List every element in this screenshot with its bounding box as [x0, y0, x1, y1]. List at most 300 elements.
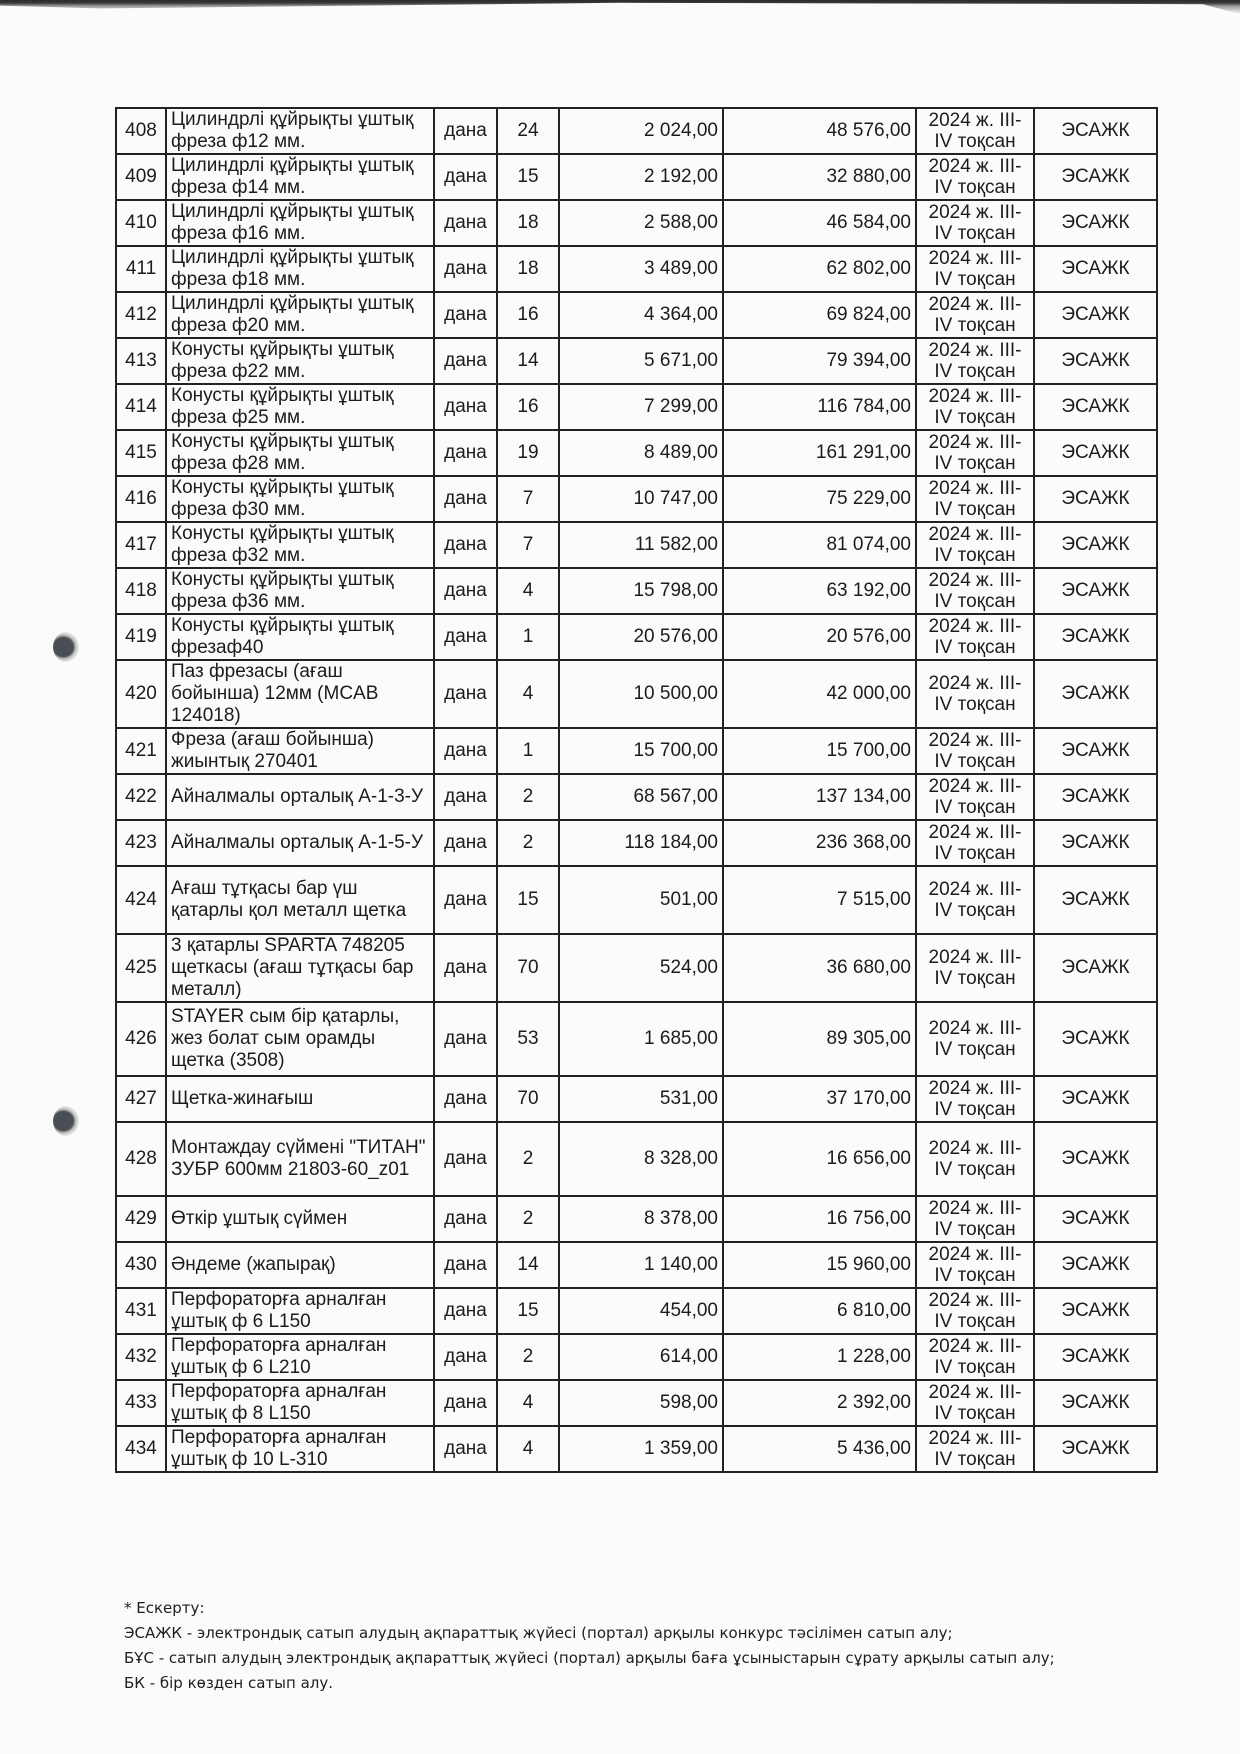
delivery-period [916, 246, 1034, 292]
unit-price: 5 671,00 [559, 338, 723, 384]
unit-of-measure: дана [434, 1242, 497, 1288]
delivery-period-line: IV тоқсан [934, 843, 1016, 864]
unit-of-measure: дана [434, 1426, 497, 1472]
delivery-period [916, 292, 1034, 338]
item-name: Конусты құйрықты ұштық фреза ф25 мм. [166, 384, 434, 430]
total-amount: 42 000,00 [723, 660, 916, 728]
unit-of-measure: дана [434, 1002, 497, 1076]
quantity: 70 [497, 1076, 559, 1122]
row-number: 410 [116, 200, 166, 246]
delivery-period-line: IV тоқсан [934, 1039, 1016, 1060]
unit-price: 614,00 [559, 1334, 723, 1380]
table-row [116, 338, 1157, 384]
quantity: 4 [497, 660, 559, 728]
row-number: 409 [116, 154, 166, 200]
table-row [116, 1002, 1157, 1076]
unit-price: 15 798,00 [559, 568, 723, 614]
quantity: 18 [497, 200, 559, 246]
item-name: Айналмалы орталық А-1-5-У [166, 820, 434, 866]
delivery-period-line: 2024 ж. III- [928, 1428, 1022, 1449]
quantity: 4 [497, 568, 559, 614]
delivery-period-line: 2024 ж. III- [928, 1078, 1022, 1099]
unit-price: 15 700,00 [559, 728, 723, 774]
unit-price: 20 576,00 [559, 614, 723, 660]
row-number: 415 [116, 430, 166, 476]
row-number: 420 [116, 660, 166, 728]
procurement-items-table [115, 107, 1158, 1473]
unit-price: 8 489,00 [559, 430, 723, 476]
delivery-period-line: IV тоқсан [934, 545, 1016, 566]
total-amount: 63 192,00 [723, 568, 916, 614]
item-name: Паз фрезасы (ағаш бойынша) 12мм (MCAB 124018) [166, 660, 434, 728]
quantity: 15 [497, 154, 559, 200]
delivery-period-line: 2024 ж. III- [928, 156, 1022, 177]
delivery-period [916, 660, 1034, 728]
delivery-period-line: 2024 ж. III- [928, 947, 1022, 968]
procurement-method: ЭСАЖК [1034, 866, 1157, 934]
delivery-period-line: IV тоқсан [934, 1265, 1016, 1286]
unit-price: 501,00 [559, 866, 723, 934]
delivery-period-line: IV тоқсан [934, 637, 1016, 658]
total-amount: 48 576,00 [723, 108, 916, 154]
item-name: Конусты құйрықты ұштық фреза ф36 мм. [166, 568, 434, 614]
unit-price: 118 184,00 [559, 820, 723, 866]
delivery-period-line: IV тоқсан [934, 453, 1016, 474]
item-name: Цилиндрлі құйрықты ұштық фреза ф16 мм. [166, 200, 434, 246]
quantity: 53 [497, 1002, 559, 1076]
row-number: 422 [116, 774, 166, 820]
item-name: Конусты құйрықты ұштық фрезаф40 [166, 614, 434, 660]
item-name: Ағаш тұтқасы бар үш қатарлы қол металл щетка [166, 866, 434, 934]
total-amount: 161 291,00 [723, 430, 916, 476]
quantity: 2 [497, 820, 559, 866]
procurement-method: ЭСАЖК [1034, 108, 1157, 154]
procurement-method: ЭСАЖК [1034, 1002, 1157, 1076]
total-amount: 37 170,00 [723, 1076, 916, 1122]
quantity: 18 [497, 246, 559, 292]
delivery-period-line: IV тоқсан [934, 591, 1016, 612]
quantity: 14 [497, 1242, 559, 1288]
procurement-method: ЭСАЖК [1034, 774, 1157, 820]
delivery-period-line: IV тоқсан [934, 797, 1016, 818]
delivery-period-line: IV тоқсан [934, 223, 1016, 244]
item-name: Цилиндрлі құйрықты ұштық фреза ф20 мм. [166, 292, 434, 338]
total-amount: 20 576,00 [723, 614, 916, 660]
footnote-title: * Ескерту: [124, 1599, 205, 1617]
item-name: 3 қатарлы SPARTA 748205 щеткасы (ағаш тұтқасы бар металл) [166, 934, 434, 1002]
unit-price: 7 299,00 [559, 384, 723, 430]
total-amount: 75 229,00 [723, 476, 916, 522]
total-amount: 89 305,00 [723, 1002, 916, 1076]
row-number: 431 [116, 1288, 166, 1334]
delivery-period-line: IV тоқсан [934, 751, 1016, 772]
total-amount: 81 074,00 [723, 522, 916, 568]
procurement-method: ЭСАЖК [1034, 154, 1157, 200]
table-row [116, 1196, 1157, 1242]
unit-price: 1 359,00 [559, 1426, 723, 1472]
row-number: 417 [116, 522, 166, 568]
table-row [116, 476, 1157, 522]
item-name: Перфораторға арналған ұштық ф 6 L210 [166, 1334, 434, 1380]
quantity: 2 [497, 1334, 559, 1380]
delivery-period [916, 430, 1034, 476]
delivery-period [916, 154, 1034, 200]
delivery-period-line: 2024 ж. III- [928, 248, 1022, 269]
row-number: 412 [116, 292, 166, 338]
table-row [116, 154, 1157, 200]
unit-of-measure: дана [434, 866, 497, 934]
quantity: 16 [497, 384, 559, 430]
delivery-period [916, 774, 1034, 820]
delivery-period-line: 2024 ж. III- [928, 570, 1022, 591]
delivery-period-line: 2024 ж. III- [928, 616, 1022, 637]
table-row [116, 522, 1157, 568]
row-number: 425 [116, 934, 166, 1002]
table-row [116, 934, 1157, 1002]
delivery-period-line: 2024 ж. III- [928, 1018, 1022, 1039]
item-name: Цилиндрлі құйрықты ұштық фреза ф18 мм. [166, 246, 434, 292]
delivery-period [916, 934, 1034, 1002]
delivery-period-line: IV тоқсан [934, 1099, 1016, 1120]
unit-of-measure: дана [434, 1196, 497, 1242]
unit-price: 3 489,00 [559, 246, 723, 292]
delivery-period-line: IV тоқсан [934, 131, 1016, 152]
unit-of-measure: дана [434, 338, 497, 384]
item-name: Айналмалы орталық А-1-3-У [166, 774, 434, 820]
table-row [116, 1380, 1157, 1426]
unit-price: 4 364,00 [559, 292, 723, 338]
unit-of-measure: дана [434, 728, 497, 774]
delivery-period [916, 1380, 1034, 1426]
total-amount: 15 700,00 [723, 728, 916, 774]
footnote-line-esazhk: ЭСАЖК - электрондық сатып алудың ақпараттық жүйесі (портал) арқылы конкурс тәсілімен сатып алу; [124, 1624, 953, 1642]
delivery-period-line: IV тоқсан [934, 361, 1016, 382]
procurement-method: ЭСАЖК [1034, 522, 1157, 568]
delivery-period-line: IV тоқсан [934, 968, 1016, 989]
item-name: Монтаждау сүймені "ТИТАН" ЗУБР 600мм 21803-60_z01 [166, 1122, 434, 1196]
quantity: 1 [497, 728, 559, 774]
delivery-period-line: 2024 ж. III- [928, 673, 1022, 694]
row-number: 416 [116, 476, 166, 522]
unit-price: 2 588,00 [559, 200, 723, 246]
row-number: 421 [116, 728, 166, 774]
unit-of-measure: дана [434, 934, 497, 1002]
unit-price: 10 747,00 [559, 476, 723, 522]
delivery-period-line: IV тоқсан [934, 1449, 1016, 1470]
unit-of-measure: дана [434, 200, 497, 246]
procurement-method: ЭСАЖК [1034, 338, 1157, 384]
row-number: 424 [116, 866, 166, 934]
total-amount: 69 824,00 [723, 292, 916, 338]
row-number: 413 [116, 338, 166, 384]
unit-of-measure: дана [434, 154, 497, 200]
total-amount: 15 960,00 [723, 1242, 916, 1288]
unit-price: 454,00 [559, 1288, 723, 1334]
footnote-line-bk: БК - бір көзден сатып алу. [124, 1674, 334, 1692]
delivery-period-line: 2024 ж. III- [928, 432, 1022, 453]
procurement-method: ЭСАЖК [1034, 820, 1157, 866]
quantity: 4 [497, 1426, 559, 1472]
procurement-method: ЭСАЖК [1034, 1426, 1157, 1472]
quantity: 7 [497, 476, 559, 522]
unit-price: 2 024,00 [559, 108, 723, 154]
delivery-period-line: 2024 ж. III- [928, 1290, 1022, 1311]
procurement-method: ЭСАЖК [1034, 1196, 1157, 1242]
delivery-period-line: IV тоқсан [934, 499, 1016, 520]
item-name: Цилиндрлі құйрықты ұштық фреза ф12 мм. [166, 108, 434, 154]
procurement-method: ЭСАЖК [1034, 384, 1157, 430]
table-row [116, 1076, 1157, 1122]
table-row [116, 614, 1157, 660]
delivery-period-line: 2024 ж. III- [928, 524, 1022, 545]
footnote [124, 1596, 1055, 1696]
quantity: 4 [497, 1380, 559, 1426]
total-amount: 79 394,00 [723, 338, 916, 384]
procurement-method: ЭСАЖК [1034, 614, 1157, 660]
delivery-period [916, 200, 1034, 246]
table-row [116, 1288, 1157, 1334]
item-name: Фреза (ағаш бойынша) жиынтық 270401 [166, 728, 434, 774]
table-row [116, 108, 1157, 154]
delivery-period-line: 2024 ж. III- [928, 1198, 1022, 1219]
total-amount: 16 756,00 [723, 1196, 916, 1242]
delivery-period [916, 1426, 1034, 1472]
item-name: Әндеме (жапырақ) [166, 1242, 434, 1288]
unit-of-measure: дана [434, 476, 497, 522]
unit-price: 524,00 [559, 934, 723, 1002]
item-name: Щетка-жинағыш [166, 1076, 434, 1122]
row-number: 419 [116, 614, 166, 660]
delivery-period-line: 2024 ж. III- [928, 340, 1022, 361]
delivery-period [916, 108, 1034, 154]
table-row [116, 200, 1157, 246]
procurement-method: ЭСАЖК [1034, 934, 1157, 1002]
unit-of-measure: дана [434, 384, 497, 430]
footnote-line-bus: БҰС - сатып алудың электрондық ақпараттық жүйесі (портал) арқылы баға ұсыныстарын сұрату арқылы сатып алу; [124, 1649, 1055, 1667]
unit-price: 1 140,00 [559, 1242, 723, 1288]
delivery-period-line: 2024 ж. III- [928, 1336, 1022, 1357]
hole-punch-mark [53, 632, 79, 662]
delivery-period-line: IV тоқсан [934, 1159, 1016, 1180]
unit-of-measure: дана [434, 246, 497, 292]
delivery-period-line: 2024 ж. III- [928, 110, 1022, 131]
delivery-period [916, 384, 1034, 430]
procurement-method: ЭСАЖК [1034, 1380, 1157, 1426]
quantity: 14 [497, 338, 559, 384]
unit-of-measure: дана [434, 1076, 497, 1122]
delivery-period-line: 2024 ж. III- [928, 879, 1022, 900]
item-name: Перфораторға арналған ұштық ф 8 L150 [166, 1380, 434, 1426]
procurement-method: ЭСАЖК [1034, 476, 1157, 522]
delivery-period-line: IV тоқсан [934, 1403, 1016, 1424]
delivery-period [916, 1196, 1034, 1242]
quantity: 2 [497, 1122, 559, 1196]
unit-price: 11 582,00 [559, 522, 723, 568]
procurement-method: ЭСАЖК [1034, 1122, 1157, 1196]
total-amount: 46 584,00 [723, 200, 916, 246]
row-number: 430 [116, 1242, 166, 1288]
unit-price: 8 328,00 [559, 1122, 723, 1196]
delivery-period-line: 2024 ж. III- [928, 1138, 1022, 1159]
table-row [116, 430, 1157, 476]
procurement-method: ЭСАЖК [1034, 1242, 1157, 1288]
row-number: 429 [116, 1196, 166, 1242]
unit-price: 2 192,00 [559, 154, 723, 200]
procurement-method: ЭСАЖК [1034, 292, 1157, 338]
delivery-period-line: 2024 ж. III- [928, 730, 1022, 751]
procurement-method: ЭСАЖК [1034, 246, 1157, 292]
delivery-period [916, 1076, 1034, 1122]
unit-price: 1 685,00 [559, 1002, 723, 1076]
row-number: 432 [116, 1334, 166, 1380]
total-amount: 236 368,00 [723, 820, 916, 866]
delivery-period-line: IV тоқсан [934, 694, 1016, 715]
unit-of-measure: дана [434, 774, 497, 820]
unit-price: 598,00 [559, 1380, 723, 1426]
delivery-period-line: IV тоқсан [934, 1357, 1016, 1378]
delivery-period-line: IV тоқсан [934, 1219, 1016, 1240]
row-number: 411 [116, 246, 166, 292]
item-name: Конусты құйрықты ұштық фреза ф22 мм. [166, 338, 434, 384]
row-number: 426 [116, 1002, 166, 1076]
table-body [116, 108, 1157, 1472]
quantity: 1 [497, 614, 559, 660]
delivery-period-line: IV тоқсан [934, 900, 1016, 921]
quantity: 2 [497, 1196, 559, 1242]
delivery-period [916, 1334, 1034, 1380]
scan-edge-shadow [0, 0, 1240, 14]
table-row [116, 660, 1157, 728]
unit-of-measure: дана [434, 1334, 497, 1380]
hole-punch-mark [53, 1106, 79, 1136]
table-row [116, 1242, 1157, 1288]
quantity: 16 [497, 292, 559, 338]
unit-of-measure: дана [434, 1288, 497, 1334]
unit-price: 8 378,00 [559, 1196, 723, 1242]
unit-of-measure: дана [434, 108, 497, 154]
unit-of-measure: дана [434, 820, 497, 866]
unit-of-measure: дана [434, 1380, 497, 1426]
table-row [116, 568, 1157, 614]
item-name: Конусты құйрықты ұштық фреза ф28 мм. [166, 430, 434, 476]
delivery-period [916, 522, 1034, 568]
table-row [116, 1334, 1157, 1380]
table-row [116, 292, 1157, 338]
delivery-period [916, 1288, 1034, 1334]
item-name: Перфораторға арналған ұштық ф 6 L150 [166, 1288, 434, 1334]
unit-of-measure: дана [434, 292, 497, 338]
row-number: 427 [116, 1076, 166, 1122]
delivery-period [916, 338, 1034, 384]
row-number: 418 [116, 568, 166, 614]
table-row [116, 1426, 1157, 1472]
delivery-period [916, 476, 1034, 522]
unit-price: 10 500,00 [559, 660, 723, 728]
total-amount: 5 436,00 [723, 1426, 916, 1472]
delivery-period-line: 2024 ж. III- [928, 478, 1022, 499]
unit-of-measure: дана [434, 614, 497, 660]
delivery-period-line: 2024 ж. III- [928, 1244, 1022, 1265]
quantity: 70 [497, 934, 559, 1002]
procurement-method: ЭСАЖК [1034, 1076, 1157, 1122]
total-amount: 62 802,00 [723, 246, 916, 292]
procurement-method: ЭСАЖК [1034, 430, 1157, 476]
quantity: 2 [497, 774, 559, 820]
procurement-method: ЭСАЖК [1034, 1334, 1157, 1380]
quantity: 15 [497, 1288, 559, 1334]
row-number: 414 [116, 384, 166, 430]
unit-price: 68 567,00 [559, 774, 723, 820]
total-amount: 16 656,00 [723, 1122, 916, 1196]
total-amount: 7 515,00 [723, 866, 916, 934]
unit-of-measure: дана [434, 568, 497, 614]
delivery-period [916, 1002, 1034, 1076]
delivery-period-line: 2024 ж. III- [928, 202, 1022, 223]
item-name: Өткір ұштық сүймен [166, 1196, 434, 1242]
unit-of-measure: дана [434, 522, 497, 568]
table-row [116, 246, 1157, 292]
delivery-period [916, 866, 1034, 934]
table-row [116, 820, 1157, 866]
delivery-period [916, 1122, 1034, 1196]
quantity: 7 [497, 522, 559, 568]
total-amount: 1 228,00 [723, 1334, 916, 1380]
row-number: 408 [116, 108, 166, 154]
row-number: 434 [116, 1426, 166, 1472]
unit-of-measure: дана [434, 660, 497, 728]
total-amount: 32 880,00 [723, 154, 916, 200]
delivery-period-line: 2024 ж. III- [928, 1382, 1022, 1403]
row-number: 428 [116, 1122, 166, 1196]
table-row [116, 384, 1157, 430]
unit-of-measure: дана [434, 430, 497, 476]
total-amount: 36 680,00 [723, 934, 916, 1002]
delivery-period-line: IV тоқсан [934, 407, 1016, 428]
total-amount: 2 392,00 [723, 1380, 916, 1426]
table-row [116, 1122, 1157, 1196]
item-name: Цилиндрлі құйрықты ұштық фреза ф14 мм. [166, 154, 434, 200]
delivery-period [916, 568, 1034, 614]
procurement-method: ЭСАЖК [1034, 1288, 1157, 1334]
total-amount: 6 810,00 [723, 1288, 916, 1334]
delivery-period-line: IV тоқсан [934, 269, 1016, 290]
quantity: 24 [497, 108, 559, 154]
total-amount: 137 134,00 [723, 774, 916, 820]
table-row [116, 866, 1157, 934]
delivery-period-line: IV тоқсан [934, 1311, 1016, 1332]
delivery-period [916, 820, 1034, 866]
total-amount: 116 784,00 [723, 384, 916, 430]
delivery-period-line: 2024 ж. III- [928, 294, 1022, 315]
delivery-period-line: 2024 ж. III- [928, 822, 1022, 843]
delivery-period [916, 728, 1034, 774]
unit-of-measure: дана [434, 1122, 497, 1196]
delivery-period-line: 2024 ж. III- [928, 776, 1022, 797]
row-number: 423 [116, 820, 166, 866]
procurement-method: ЭСАЖК [1034, 200, 1157, 246]
procurement-method: ЭСАЖК [1034, 568, 1157, 614]
quantity: 15 [497, 866, 559, 934]
delivery-period-line: IV тоқсан [934, 315, 1016, 336]
item-name: Конусты құйрықты ұштық фреза ф30 мм. [166, 476, 434, 522]
delivery-period [916, 614, 1034, 660]
procurement-method: ЭСАЖК [1034, 728, 1157, 774]
unit-price: 531,00 [559, 1076, 723, 1122]
item-name: Конусты құйрықты ұштық фреза ф32 мм. [166, 522, 434, 568]
delivery-period [916, 1242, 1034, 1288]
procurement-method: ЭСАЖК [1034, 660, 1157, 728]
delivery-period-line: 2024 ж. III- [928, 386, 1022, 407]
